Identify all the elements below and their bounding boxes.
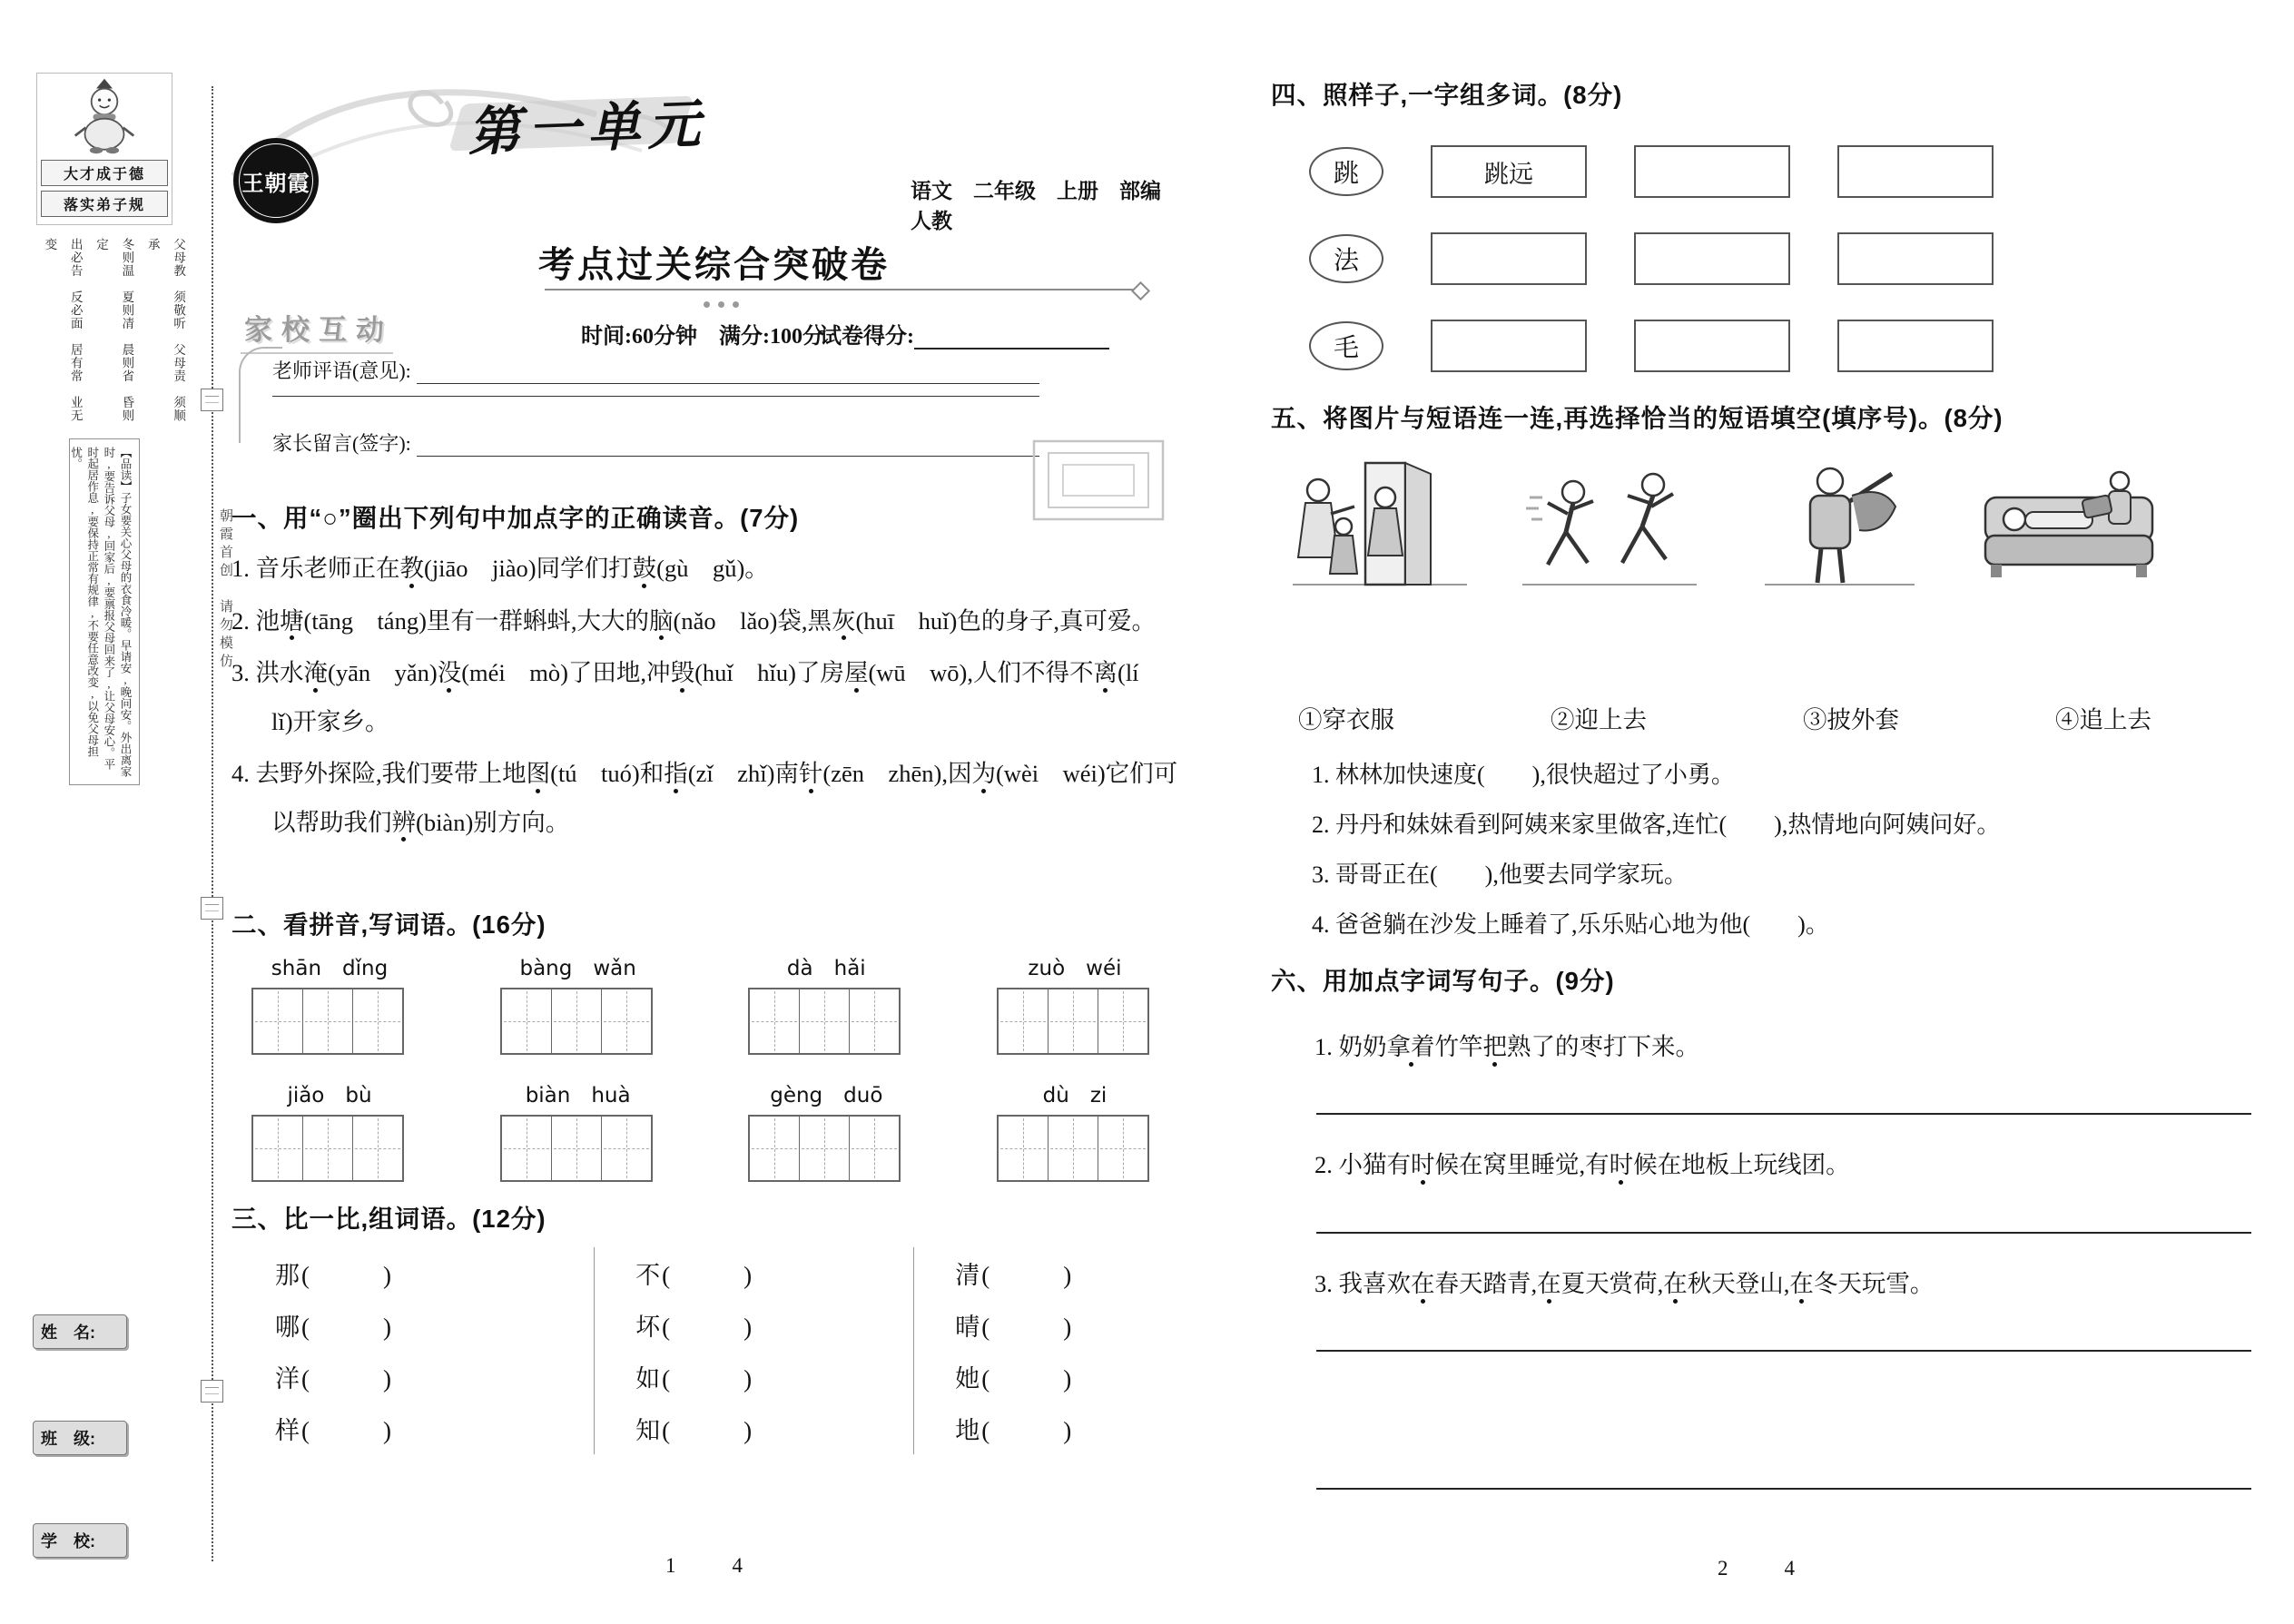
fill-in-sentence: 1. 林林加快速度( ),很快超过了小勇。 [1312,762,1735,788]
page-footer [1718,1557,1795,1580]
greeting-at-door-illustration [1287,450,1473,600]
compare-row: 清 ( ) [955,1247,1180,1299]
illustration-row [1271,450,2256,600]
base-character: 法 [1309,234,1383,283]
home-school-label: 家校互动 [244,307,393,348]
word-box[interactable] [1634,232,1790,285]
word-blank[interactable]: ( ) [662,1262,753,1289]
phrase-option[interactable]: ④追上去 [2055,706,2151,733]
model-sentence: 3. 我喜欢在春天踏青,在夏天赏荷,在秋天登山,在冬天玩雪。 [1314,1269,1935,1297]
phrase-options-row [1271,700,2256,735]
binding-stamp [201,389,223,411]
word-building-row [1271,145,2256,198]
section-6-sentence-writing [1271,960,2256,1490]
brand-logo-text: 王朝霞 [241,172,310,196]
pinyin-label: biàn huà [525,1084,631,1107]
compare-column [913,1247,1180,1454]
pinyin-label: dà hǎi [786,957,866,980]
model-sentence: 2. 小猫有时候在窝里睡觉,有时候在地板上玩线团。 [1314,1151,1850,1179]
fill-in-sentence: 4. 爸爸躺在沙发上睡着了,乐乐贴心地为他( )。 [1312,911,1829,939]
edition-info: 语文 二年级 上册 部编人教 [911,179,1161,232]
word-blank[interactable]: ( ) [981,1365,1072,1393]
comment-blank-line[interactable] [272,396,1039,397]
compare-row: 知 ( ) [635,1403,913,1454]
word-box[interactable] [1837,232,1994,285]
compare-column [594,1247,913,1454]
word-box[interactable] [1634,320,1790,372]
answer-line[interactable] [1316,1232,2251,1234]
compare-row: 那 ( ) [275,1247,594,1299]
time-and-score-info: 时间:60分钟 满分:100分 [581,325,824,349]
name-label: 姓 名: [41,1324,95,1342]
teacher-comment-label: 老师评语(意见): [272,359,411,382]
page-footer [665,1554,743,1578]
word-box-example: 跳远 [1431,145,1587,198]
teacher-comment-row [272,356,1039,384]
word-box[interactable] [1431,320,1587,372]
writing-grid[interactable] [251,1115,404,1182]
section-2-pinyin-writing [231,904,1180,1182]
page-number-total: 4 [1784,1557,1795,1580]
page-number-total: 4 [732,1554,743,1577]
title-rule-decoration [545,289,1144,290]
page-right [1271,64,2256,1607]
compare-row: 她 ( ) [955,1351,1180,1403]
section-3-compare-words [231,1198,1180,1454]
compare-words-table [231,1247,1180,1454]
paper-title: 考点过关综合突破卷 [538,245,890,285]
section-6-title: 六、用加点字词写句子。(9分) [1271,967,1615,995]
word-blank[interactable]: ( ) [981,1314,1072,1341]
pinyin-word-item [997,951,1153,1055]
word-building-row [1271,232,2256,285]
fill-in-sentence: 3. 哥哥正在( ),他要去同学家玩。 [1312,861,1688,889]
binding-dotted-line [212,86,213,1561]
word-blank[interactable]: ( ) [301,1417,391,1444]
fill-in-sentences [1271,750,2256,950]
putting-on-coat-illustration [1747,450,1933,600]
pindu-note: 【品读】子女要关心父母的衣食冷暖。早请安,晚问安。外出离家时,要告诉父母,回家后,要禀报父母回来了,让父母安心。平时起居作息,要保持正常有规律,不要任意改变,以免父母担忧。 [69,438,140,785]
section-4-title: 四、照样子,一字组多词。(8分) [1271,81,1623,109]
brand-mascot-box [36,73,172,225]
section-2-title: 二、看拼音,写词语。(16分) [231,910,546,939]
paper-header [231,73,1180,490]
answer-line[interactable] [1316,1350,2251,1352]
brand-logo [233,138,319,223]
school-field[interactable] [33,1523,127,1558]
page-number: 2 [1718,1557,1728,1580]
compare-row: 哪 ( ) [275,1299,594,1351]
brand-motto-line1: 大才成于德 [41,160,168,186]
word-blank[interactable]: ( ) [662,1365,753,1393]
section-5-match-and-fill [1271,398,2256,950]
pinyin-label: jiǎo bù [287,1084,372,1107]
school-label: 学 校: [41,1532,95,1550]
writing-grid[interactable] [500,988,653,1055]
phrase-option[interactable]: ②迎上去 [1551,706,1647,733]
word-blank[interactable]: ( ) [662,1417,753,1444]
compare-row: 样 ( ) [275,1403,594,1454]
mascot-illustration [51,77,158,155]
phrase-option[interactable]: ①穿衣服 [1298,706,1394,733]
word-blank[interactable]: ( ) [981,1262,1072,1289]
brand-motto-line2: 落实弟子规 [41,191,168,217]
parent-comment-line[interactable] [417,431,1039,457]
section-3-title: 三、比一比,组词语。(12分) [231,1205,546,1233]
pinyin-row [231,1078,1180,1182]
pinyin-label: dù zi [1042,1084,1108,1107]
dizigui-verses [36,238,191,424]
binding-stamp [201,897,223,920]
section-4-word-building [1271,74,2256,372]
writing-grid[interactable] [997,1115,1149,1182]
children-chasing-illustration [1517,450,1703,600]
verse-column: 冬则温 夏则凊 晨则省 昏则定 [94,238,134,422]
score-row [820,318,1109,349]
phrase-option[interactable]: ③披外套 [1803,706,1899,733]
matching-lines-area[interactable] [1271,600,2256,700]
word-box[interactable] [1431,232,1587,285]
pinyin-word-item [748,951,904,1055]
pinyin-word-item [251,1078,408,1182]
score-blank[interactable] [914,318,1109,349]
verse-column: 父母教 须敬听 父母责 须顺承 [145,238,186,422]
answer-line[interactable] [1316,1488,2251,1490]
question-item: 2. 池塘(tāng táng)里有一群蝌蚪,大大的脑(nǎo lǎo)袋,黑灰(huī huǐ)色的身子,真可爱。 [231,606,1156,635]
pinyin-label: bàng wǎn [519,957,636,980]
writing-grid[interactable] [748,1115,901,1182]
pinyin-word-item [500,1078,656,1182]
question-item: 4. 去野外探险,我们要带上地图(tú tuó)和指(zǐ zhǐ)南针(zēn zhēn),因为(wèi wéi)它们可以帮助我们辨(biàn)别方向。 [231,760,1178,836]
verse-column: 出必告 反必面 居有常 业无变 [43,238,83,422]
pinyin-word-item [748,1078,904,1182]
pinyin-label: shān dǐng [271,957,389,980]
section-1-title: 一、用“○”圈出下列句中加点字的正确读音。(7分) [231,504,800,532]
word-blank[interactable]: ( ) [662,1314,753,1341]
class-field[interactable] [33,1421,127,1455]
parent-comment-row [272,428,1039,457]
nap-on-sofa-illustration [1976,450,2162,600]
compare-row: 洋 ( ) [275,1351,594,1403]
compare-row: 坏 ( ) [635,1299,913,1351]
word-building-row [1271,320,2256,372]
compare-column [275,1247,594,1454]
compare-row: 不 ( ) [635,1247,913,1299]
sidebar [36,73,186,785]
score-label: 试卷得分: [820,325,914,349]
word-blank[interactable]: ( ) [301,1262,391,1289]
pinyin-label: zuò wéi [1028,957,1122,980]
word-blank[interactable]: ( ) [301,1314,391,1341]
pinyin-word-item [500,951,656,1055]
answer-line[interactable] [1316,1113,2251,1115]
base-character: 跳 [1309,147,1383,196]
compare-row: 地 ( ) [955,1403,1180,1454]
page-number: 1 [665,1554,676,1577]
compare-row: 晴 ( ) [955,1299,1180,1351]
fill-in-sentence: 2. 丹丹和妹妹看到阿姨来家里做客,连忙( ),热情地向阿姨问好。 [1312,812,2001,839]
anti-copy-notice: 朝霞首创 请勿模仿 [218,508,232,672]
page-left [231,73,1180,1598]
word-blank[interactable]: ( ) [301,1365,391,1393]
name-field[interactable] [33,1314,127,1349]
section-5-title: 五、将图片与短语连一连,再选择恰当的短语填空(填序号)。(8分) [1271,404,2004,432]
pinyin-label: gèng duō [770,1084,883,1107]
writing-grid[interactable] [251,988,404,1055]
question-item: 1. 音乐老师正在教(jiāo jiào)同学们打鼓(gù gǔ)。 [231,555,769,582]
word-blank[interactable]: ( ) [981,1417,1072,1444]
unit-title: 第一单元 [467,94,709,162]
word-box[interactable] [1837,145,1994,198]
binding-stamp [201,1380,223,1403]
model-sentence: 1. 奶奶拿着竹竿把熟了的枣打下来。 [1314,1033,1699,1060]
pinyin-row [231,951,1180,1055]
pinyin-word-item [997,1078,1153,1182]
pinyin-word-item [251,951,408,1055]
writing-grid[interactable] [748,988,901,1055]
title-dots-decoration [704,301,739,308]
writing-grid[interactable] [500,1115,653,1182]
word-box[interactable] [1634,145,1790,198]
teacher-comment-line[interactable] [417,359,1039,384]
section-1-pronunciation [231,497,1180,851]
parent-comment-label: 家长留言(签字): [272,432,411,455]
word-box[interactable] [1837,320,1994,372]
base-character: 毛 [1309,321,1383,370]
writing-grid[interactable] [997,988,1149,1055]
question-item: 3. 洪水淹(yān yǎn)没(méi mò)了田地,冲毁(huǐ hǐu)了房屋(wū wō),人们不得不离(lí lǐ)开家乡。 [231,659,1164,735]
class-label: 班 级: [41,1430,95,1448]
compare-row: 如 ( ) [635,1351,913,1403]
